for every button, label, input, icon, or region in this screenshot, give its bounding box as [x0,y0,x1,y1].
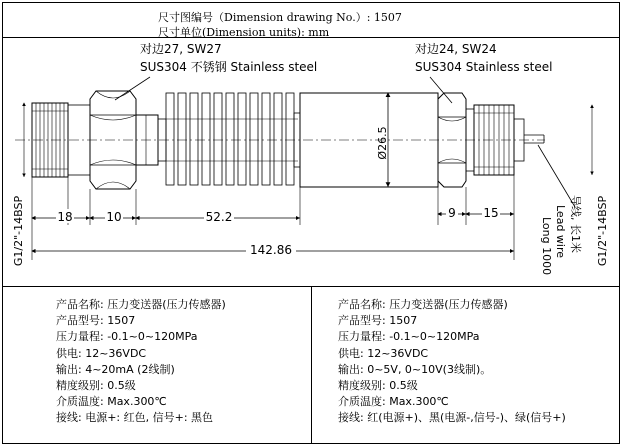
left-thread-label: G1/2"-14BSP [12,195,25,267]
spec-line: 供电: 12~36VDC [56,346,147,360]
dim-9: 9 [448,206,456,220]
right-thread-label: G1/2"-14BSP [596,195,609,267]
dim-52-2: 52.2 [205,210,233,224]
spec-list-0-10v [338,297,566,427]
spec-line: 输出: 0~5V, 0~10V(3线制)。 [338,362,492,376]
spec-line: 产品型号: 1507 [56,314,136,328]
spec-line: 精度级别: 0.5级 [338,379,418,393]
lead-wire-cn: 导线, 长1米 [569,195,582,253]
right-thread-fitting [474,105,524,175]
spec-line: 介质温度: Max.300℃ [338,395,449,409]
spec-line: 压力量程: -0.1~0~120MPa [338,330,480,344]
spec-line: 产品名称: 压力变送器(压力传感器) [56,298,226,311]
spec-line: 产品型号: 1507 [338,314,418,328]
dimension-units: 尺寸单位(Dimension units): mm [158,26,330,39]
dim-total: 142.86 [250,243,292,257]
right-wrench-label: 对边24, SW24 [415,42,497,56]
lead-wire-en2: Long 1000 [540,217,553,276]
dim-10: 10 [106,210,122,224]
spec-line: 精度级别: 0.5级 [56,379,136,393]
lead-wire [524,135,575,207]
spec-line: 产品名称: 压力变送器(压力传感器) [338,298,508,311]
diameter-label: Ø26.5 [376,126,389,160]
dim-15: 15 [483,206,499,220]
spec-line: 接线: 电源+: 红色, 信号+: 黑色 [56,411,214,425]
spec-line: 接线: 红(电源+)、黑(电源-,信号-)、绿(信号+) [338,411,566,425]
right-leader-line [430,77,452,103]
spec-list-4-20ma [56,297,226,427]
spec-line: 介质温度: Max.300℃ [56,395,167,409]
left-wrench-label: 对边27, SW27 [140,42,222,56]
dimension-drawing [0,35,622,283]
spec-line: 压力量程: -0.1~0~120MPa [56,330,198,344]
spec-column-divider [311,286,312,443]
lead-wire-en1: Lead wire [554,205,567,259]
left-material-label: SUS304 不锈钢 Stainless steel [140,60,318,74]
right-material-label: SUS304 Stainless steel [415,60,553,74]
dim-18: 18 [57,210,73,224]
dimension-drawing-number: 尺寸图编号（Dimension drawing No.）: 1507 [158,11,402,24]
spec-line: 输出: 4~20mA (2线制) [56,362,175,376]
cooling-fins [158,93,300,185]
spec-line: 供电: 12~36VDC [338,346,429,360]
